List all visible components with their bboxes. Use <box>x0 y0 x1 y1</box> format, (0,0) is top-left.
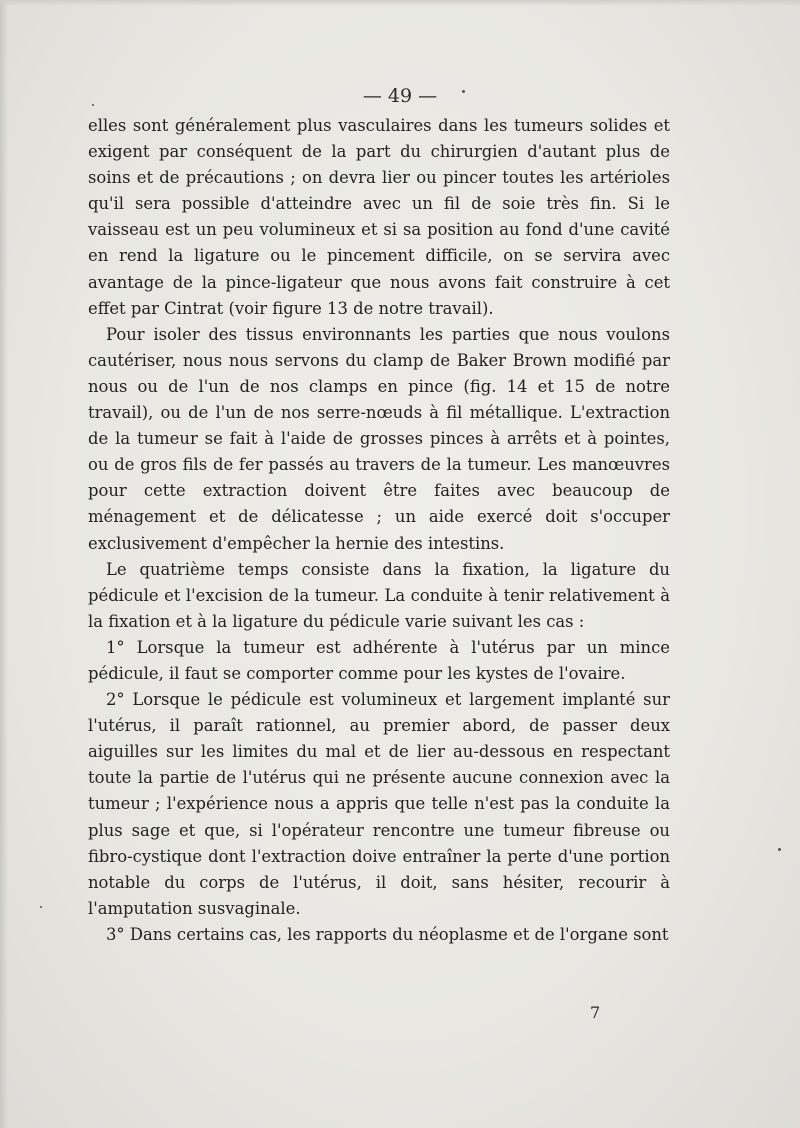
ink-speck <box>778 848 781 851</box>
page-shadow-left <box>0 0 8 1128</box>
paragraph-3: Le quatrième temps consiste dans la fixation, la ligature du pédicule et l'excision de la tumeur. La conduite à tenir relativement à la fixation et à la ligature du pédicule varie suivant les cas : <box>88 559 670 631</box>
paragraph-6: 3° Dans certains cas, les rapports du néoplasme et de l'organe sont <box>106 924 669 944</box>
signature-mark: 7 <box>590 1003 601 1022</box>
body-text <box>88 113 670 948</box>
page-shadow-top <box>0 0 800 6</box>
page-number-header: — 49 — <box>362 85 438 107</box>
ink-speck <box>40 906 42 908</box>
paragraph-1: elles sont généralement plus vasculaires dans les tumeurs solides et exigent par conséquent de la part du chirurgien d'autant plus de soins et de précautions ; on devra lier ou pincer toutes les artérioles qu'il sera possible d'atteindre avec un fil de soie très fin. Si le vaisseau est un peu volumineux et si sa position au fond d'une cavité en rend la ligature ou le pincement difficile, on se servira avec avantage de la pince-ligateur que nous avons fait construire à cet effet par Cintrat (voir figure 13 de notre travail). <box>88 116 670 318</box>
ink-speck <box>92 104 94 106</box>
paragraph-5: 2° Lorsque le pédicule est volumineux et largement implanté sur l'utérus, il paraît rationnel, au premier abord, de passer deux aiguilles sur les limites du mal et de lier au-dessous en respectant toute la partie de l'utérus qui ne présente aucune connexion avec la tumeur ; l'expérience nous a appris que telle n'est pas la conduite la plus sage et que, si l'opérateur rencontre une tumeur fibreuse ou fibro-cystique dont l'extraction doive entraîner la perte d'une portion notable du corps de l'utérus, il doit, sans hésiter, recourir à l'amputation susvaginale. <box>88 690 670 918</box>
paragraph-2: Pour isoler des tissus environnants les parties que nous voulons cautériser, nous nous servons du clamp de Baker Brown modifié par nous ou de l'un de nos clamps en pince (fig. 14 et 15 de notre travail), ou de l'un de nos serre-nœuds à fil métallique. L'extraction de la tumeur se fait à l'aide de grosses pinces à arrêts et à pointes, ou de gros fils de fer passés au travers de la tumeur. Les manœuvres pour cette extraction doivent être faites avec beaucoup de ménagement et de délicatesse ; un aide exercé doit s'occuper exclusivement d'empêcher la hernie des intestins. <box>88 324 670 553</box>
paragraph-4: 1° Lorsque la tumeur est adhérente à l'utérus par un mince pédicule, il faut se comporter comme pour les kystes de l'ovaire. <box>88 637 670 683</box>
ink-speck <box>462 90 465 93</box>
